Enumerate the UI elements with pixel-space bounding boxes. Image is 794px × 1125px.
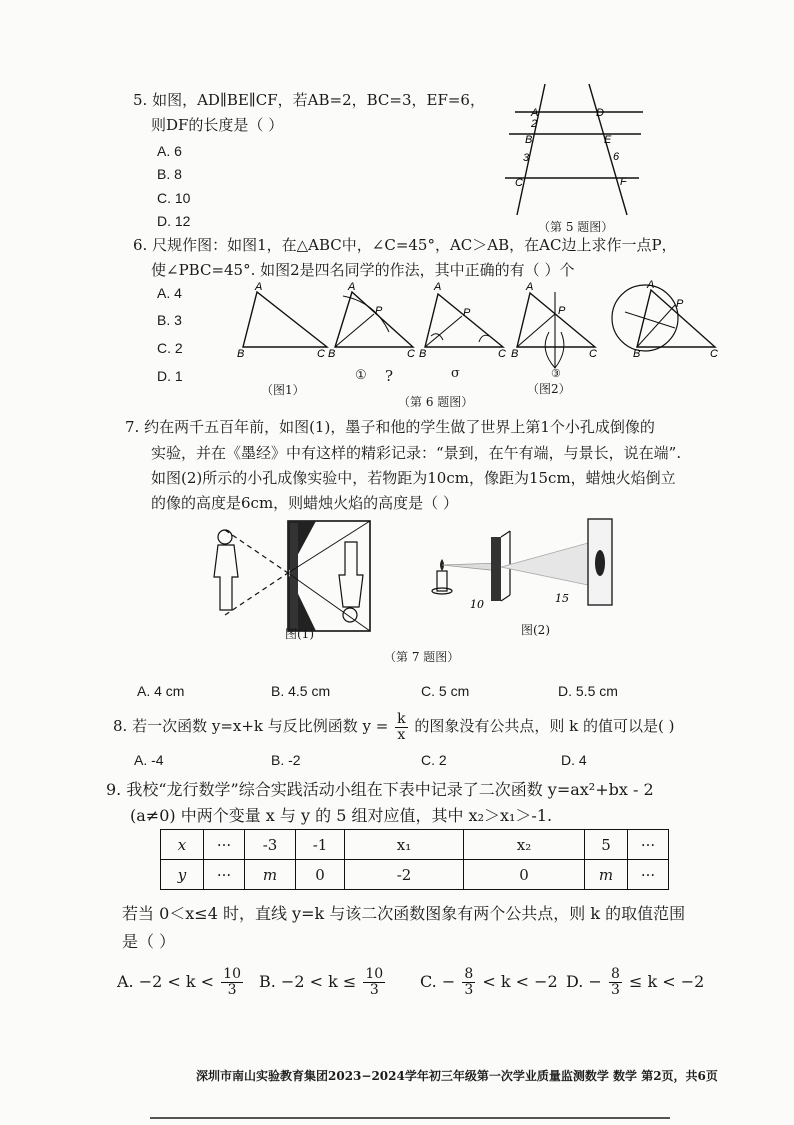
q5-label-2: 2: [531, 118, 538, 130]
q6-mark-2: ?: [385, 367, 394, 385]
q6-fig2c-label-p: P: [558, 305, 566, 317]
q6-fig2d-label-p: P: [676, 298, 684, 310]
candle-icon: [432, 559, 452, 594]
q6-fig1-label-b: B: [237, 348, 245, 360]
q6-option-c: C. 2: [157, 340, 183, 356]
q6-mark-3: σ: [451, 366, 460, 381]
q6-fig2c-label-b: B: [511, 348, 519, 360]
q9-option-b-fraction: [363, 967, 385, 998]
table-cell: m: [585, 860, 628, 890]
q7-fig2-caption: 图(2): [521, 623, 550, 637]
q7-option-a: A. 4 cm: [137, 683, 185, 699]
q6-fig2d-label-a: A: [647, 280, 655, 291]
q7-figures: [180, 515, 680, 640]
q7-line4: 的像的高度是6cm，则蜡烛火焰的高度是（ ）: [151, 494, 458, 512]
q6-fig1-label-a: A: [255, 281, 263, 293]
q9-option-d-num: 8: [610, 966, 620, 982]
q5-option-d: D. 12: [157, 213, 191, 229]
table-cell: x₂: [464, 830, 585, 860]
q8-fraction: [395, 712, 407, 743]
table-cell: x₁: [345, 830, 464, 860]
table-cell: ···: [204, 830, 245, 860]
q5-label-f: F: [620, 176, 627, 188]
q6-fig1-caption: （图1）: [261, 383, 305, 397]
q5-figure: [495, 70, 665, 235]
table-cell: 0: [296, 860, 345, 890]
q7-fig1-person-icon: [214, 530, 238, 610]
q7-line3: 如图(2)所示的小孔成像实验中，若物距为10cm，像距为15cm，蜡烛火焰倒立: [151, 469, 676, 487]
q9-value-table: [160, 829, 669, 890]
q9-option-a-num: 10: [223, 966, 241, 982]
q6-mark-4: ③: [551, 367, 561, 380]
q8-frac-den: x: [397, 726, 406, 743]
q9-option-c-den: 3: [464, 982, 474, 998]
q6-fig2b-label-b: B: [419, 348, 427, 360]
q9-line1: 9. 我校“龙行数学”综合实践活动小组在下表中记录了二次函数 y=ax²+bx - 2: [106, 780, 654, 799]
q6-fig2a-label-a: A: [348, 281, 356, 293]
q9-option-a-den: 3: [227, 982, 237, 998]
q8-stem-b: 的图象没有公共点，则 k 的值可以是( ): [414, 717, 675, 735]
q6-fig2c-label-a: A: [526, 281, 534, 293]
q6-fig2a-label-b: B: [328, 348, 336, 360]
q8-option-d: D. 4: [561, 752, 587, 768]
table-row: [161, 860, 669, 890]
q7-fig1-caption: 图(1): [285, 627, 314, 641]
table-row: [161, 830, 669, 860]
q9-option-a-text: A. −2 < k <: [117, 972, 215, 991]
table-cell: ···: [628, 860, 669, 890]
table-cell: -1: [296, 830, 345, 860]
q6-fig2b-label-a: A: [434, 281, 442, 293]
q7-distance-15: 15: [555, 592, 569, 605]
q6-fig2b-label-p: P: [463, 307, 471, 319]
table-cell: x: [161, 830, 204, 860]
q7-option-b: B. 4.5 cm: [271, 683, 331, 699]
q9-option-c-fraction: [462, 967, 475, 998]
table-cell: -3: [245, 830, 296, 860]
table-cell: m: [245, 860, 296, 890]
q9-option-c: [420, 965, 558, 999]
q8-option-c: C. 2: [421, 752, 447, 768]
q9-option-c-num: 8: [464, 966, 474, 982]
q9-option-a-fraction: [221, 967, 243, 998]
q6-fig2a-label-p: P: [375, 305, 383, 317]
q5-option-b: B. 8: [157, 166, 182, 182]
q5-label-e: E: [604, 134, 612, 146]
q8-option-b: B. -2: [271, 752, 301, 768]
q6-option-a: A. 4: [157, 285, 182, 301]
q9-option-b: [259, 965, 387, 999]
q6-fig2-caption: （图2）: [527, 382, 571, 396]
q9-option-a: [117, 965, 245, 999]
q7-distance-10: 10: [470, 598, 484, 611]
q9-option-d-text: D. −: [566, 972, 602, 991]
q5-option-a: A. 6: [157, 143, 182, 159]
q6-option-d: D. 1: [157, 368, 183, 384]
q7-option-d: D. 5.5 cm: [558, 683, 618, 699]
q6-fig2d-label-c: C: [710, 348, 718, 360]
table-cell: ···: [628, 830, 669, 860]
q6-mark-1: ①: [355, 368, 367, 383]
q5-caption: （第 5 题图）: [538, 220, 614, 234]
q7-caption: （第 7 题图）: [384, 650, 460, 664]
table-cell: 5: [585, 830, 628, 860]
q7-option-c: C. 5 cm: [421, 683, 470, 699]
q8-stem-a: 8. 若一次函数 y=x+k 与反比例函数 y =: [113, 717, 389, 735]
q9-line4: 是（ ）: [122, 932, 176, 951]
q5-label-d: D: [596, 107, 604, 119]
q6-figures: [235, 280, 725, 385]
q7-fig1-inverted-person-icon: [339, 542, 363, 622]
q9-option-b-den: 3: [369, 982, 379, 998]
page-footer: 深圳市南山实验教育集团2023−2024学年初三年级第一次学业质量监测数学 数学 第2页，共6页: [196, 1069, 718, 1083]
bottom-divider: [150, 1117, 670, 1119]
q5-stem-line2: 则DF的长度是（ ）: [151, 116, 284, 134]
q9-option-d-den: 3: [610, 982, 620, 998]
q6-stem-line2: 使∠PBC=45°. 如图2是四名同学的作法，其中正确的有（ ）个: [151, 261, 575, 279]
q7-line1: 7. 约在两千五百年前，如图(1)，墨子和他的学生做了世界上第1个小孔成倒像的: [125, 418, 655, 436]
q9-option-c-tail: < k < −2: [482, 972, 558, 991]
table-cell: -2: [345, 860, 464, 890]
q9-option-d-fraction: [609, 967, 622, 998]
q6-fig2d-label-b: B: [633, 348, 641, 360]
q8-stem: [113, 708, 675, 744]
q6-fig2c-label-c: C: [589, 348, 597, 360]
q8-option-a: A. -4: [134, 752, 164, 768]
q6-fig2a-label-c: C: [407, 348, 415, 360]
q6-stem-line1: 6. 尺规作图：如图1，在△ABC中，∠C=45°，AC＞AB，在AC边上求作一点P，: [133, 236, 677, 254]
q5-label-3: 3: [523, 152, 530, 164]
q9-option-b-text: B. −2 < k ≤: [259, 972, 357, 991]
q9-option-d-tail: ≤ k < −2: [628, 972, 705, 991]
q9-line3: 若当 0＜x≤4 时，直线 y=k 与该二次函数图象有两个公共点，则 k 的取值范围: [122, 904, 686, 923]
q8-frac-num: k: [397, 710, 406, 727]
q5-label-a: A: [531, 107, 539, 119]
q9-option-d: [566, 965, 704, 999]
q6-fig2b-label-c: C: [498, 348, 506, 360]
table-cell: ···: [204, 860, 245, 890]
q6-caption: （第 6 题图）: [398, 395, 474, 409]
q5-stem-line1: 5. 如图，AD∥BE∥CF，若AB=2，BC=3，EF=6，: [133, 91, 485, 109]
q5-label-6: 6: [613, 151, 620, 163]
q9-line2: (a≠0) 中两个变量 x 与 y 的 5 组对应值，其中 x₂＞x₁＞-1.: [130, 806, 553, 825]
table-cell: 0: [464, 860, 585, 890]
table-cell: y: [161, 860, 204, 890]
q6-option-b: B. 3: [157, 312, 182, 328]
q6-fig1-label-c: C: [317, 348, 325, 360]
q9-option-c-text: C. −: [420, 972, 456, 991]
q5-label-c: C: [515, 177, 523, 189]
q9-option-b-num: 10: [365, 966, 384, 982]
q5-option-c: C. 10: [157, 190, 191, 206]
q7-line2: 实验，并在《墨经》中有这样的精彩记录：“景到，在午有端，与景长，说在端”.: [151, 444, 682, 462]
q5-label-b: B: [525, 134, 533, 146]
